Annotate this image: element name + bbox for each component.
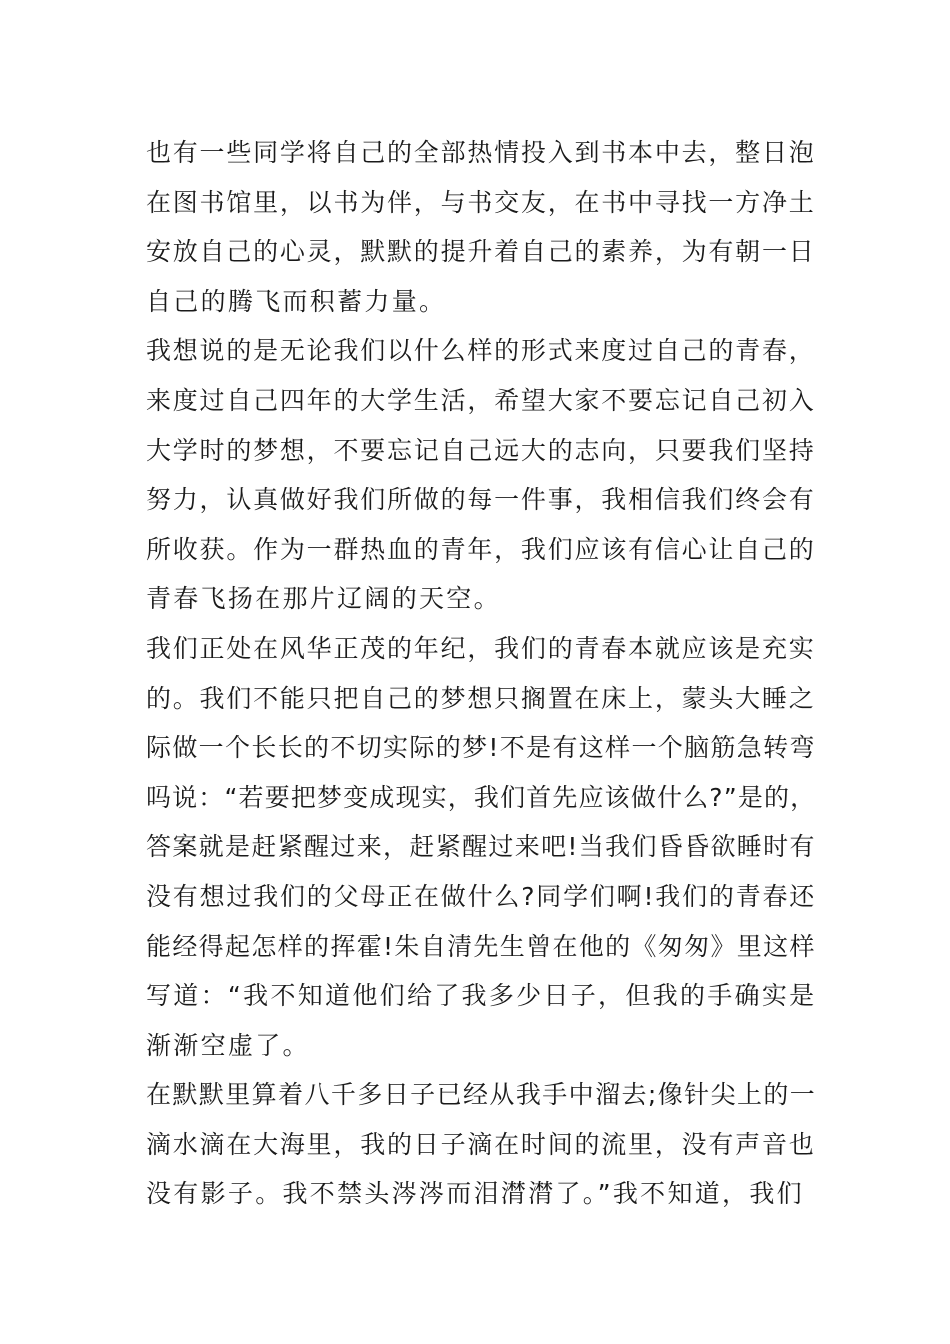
document-body	[146, 128, 816, 1219]
text-line-21: 滴水滴在大海里，我的日子滴在时间的流里，没有声音也	[146, 1129, 816, 1159]
text-line-6: 来度过自己四年的大学生活，希望大家不要忘记自己初入	[146, 385, 816, 415]
text-line-3: 安放自己的心灵，默默的提升着自己的素养，为有朝一日	[146, 237, 816, 267]
text-line-4: 自己的腾飞而积蓄力量。	[146, 286, 447, 316]
text-line-11: 我们正处在风华正茂的年纪，我们的青春本就应该是充实	[146, 633, 816, 663]
text-line-9: 所收获。作为一群热血的青年，我们应该有信心让自己的	[146, 534, 816, 564]
text-line-10: 青春飞扬在那片辽阔的天空。	[146, 584, 501, 614]
text-line-14: 吗说：“若要把梦变成现实，我们首先应该做什么?”是的，	[146, 782, 817, 812]
text-line-7: 大学时的梦想，不要忘记自己远大的志向，只要我们坚持	[146, 435, 816, 465]
text-line-5: 我想说的是无论我们以什么样的形式来度过自己的青春，	[146, 336, 816, 366]
text-line-15: 答案就是赶紧醒过来，赶紧醒过来吧!当我们昏昏欲睡时有	[146, 832, 816, 862]
text-line-1: 也有一些同学将自己的全部热情投入到书本中去，整日泡	[146, 138, 816, 167]
text-line-22: 没有影子。我不禁头涔涔而泪潸潸了。”我不知道，我们	[146, 1179, 804, 1209]
text-line-2: 在图书馆里，以书为伴，与书交友，在书中寻找一方净土	[146, 187, 816, 217]
text-line-8: 努力，认真做好我们所做的每一件事，我相信我们终会有	[146, 485, 816, 515]
text-line-12: 的。我们不能只把自己的梦想只搁置在床上，蒙头大睡之	[146, 683, 816, 713]
text-line-20: 在默默里算着八千多日子已经从我手中溜去;像针尖上的一	[146, 1080, 817, 1110]
text-line-17: 能经得起怎样的挥霍!朱自清先生曾在他的《匆匆》里这样	[146, 931, 816, 961]
text-line-16: 没有想过我们的父母正在做什么?同学们啊!我们的青春还	[146, 881, 817, 911]
text-line-18: 写道：“我不知道他们给了我多少日子，但我的手确实是	[146, 981, 817, 1011]
text-line-19: 渐渐空虚了。	[146, 1030, 310, 1060]
text-line-13: 际做一个长长的不切实际的梦!不是有这样一个脑筋急转弯	[146, 733, 816, 763]
